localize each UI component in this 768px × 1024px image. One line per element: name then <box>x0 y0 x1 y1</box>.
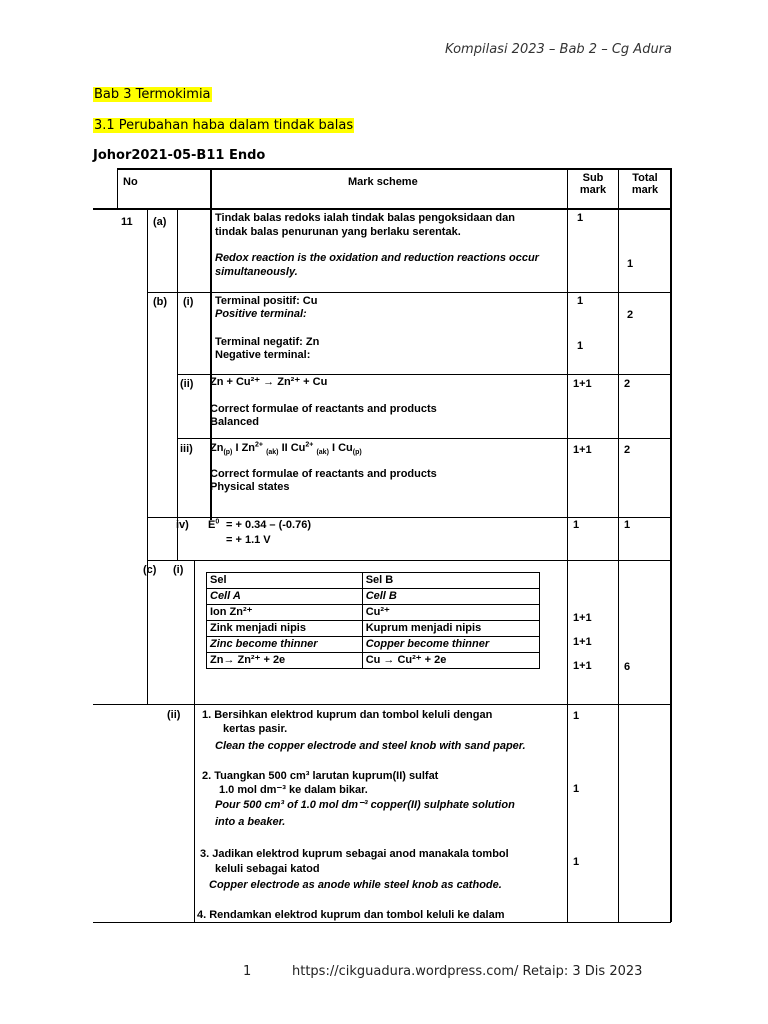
sub-mark: 1 <box>577 340 584 352</box>
question-number: 11 <box>121 216 133 228</box>
footer-url: https://cikguadura.wordpress.com/ Retaip: 3 Dis 2023 <box>292 964 643 979</box>
total-mark: 1 <box>624 519 631 531</box>
part-c-ii-label: (ii) <box>167 709 181 721</box>
step-2-cont: 1.0 mol dm⁻³ ke dalam bikar. <box>219 784 368 796</box>
running-header: Kompilasi 2023 – Bab 2 – Cg Adura <box>445 42 672 57</box>
answer-a-line1: Tindak balas redoks ialah tindak balas pengoksidaan dan <box>215 212 515 224</box>
part-a-label: (a) <box>153 216 167 228</box>
step-1: 1. Bersihkan elektrod kuprum dan tombol keluli dengan <box>202 709 493 721</box>
table-cell: Zinc become thinner <box>207 637 363 653</box>
sub-mark: 1+1 <box>573 636 592 648</box>
total-mark: 2 <box>627 309 634 321</box>
total-mark: 6 <box>624 661 631 673</box>
negative-terminal: Terminal negatif: Zn <box>215 336 320 348</box>
part-c-label: (c) <box>143 564 157 576</box>
emf-symbol: $E^0$ <box>208 518 220 531</box>
sub-mark: 1+1 <box>573 378 592 390</box>
step-2-english: Pour 500 cm³ of 1.0 mol dm⁻³ copper(II) sulphate solution <box>215 799 515 811</box>
emf-result: = + 1.1 V <box>226 534 271 546</box>
sub-mark: 1 <box>573 519 580 531</box>
page-number: 1 <box>243 964 252 979</box>
sub-mark: 1 <box>573 710 580 722</box>
step-3-cont: keluli sebagai katod <box>215 863 320 875</box>
cell-comparison-table <box>206 572 540 669</box>
table-cell: Cu → Cu²⁺ + 2e <box>362 653 539 669</box>
col-header-mark-scheme: Mark scheme <box>348 176 418 188</box>
total-mark: 2 <box>624 444 631 456</box>
step-2: 2. Tuangkan 500 cm³ larutan kuprum(II) sulfat <box>202 770 439 782</box>
answer-a-english2: simultaneously. <box>215 266 298 278</box>
table-cell: Kuprum menjadi nipis <box>362 621 539 637</box>
emf-calculation: = + 0.34 – (-0.76) <box>226 519 311 531</box>
table-cell: Sel B <box>362 573 539 589</box>
step-3: 3. Jadikan elektrod kuprum sebagai anod manakala tombol <box>200 848 509 860</box>
step-3-english: Copper electrode as anode while steel knob as cathode. <box>209 879 502 891</box>
table-cell: Cell B <box>362 589 539 605</box>
sub-mark: 1 <box>577 212 584 224</box>
total-mark: 1 <box>627 258 634 270</box>
table-cell: Zink menjadi nipis <box>207 621 363 637</box>
col-header-sub-mark: Sub mark <box>579 172 607 196</box>
step-1-english: Clean the copper electrode and steel knob with sand paper. <box>215 740 526 752</box>
sub-mark: 1+1 <box>573 612 592 624</box>
mark-scheme-table <box>93 168 673 928</box>
table-cell: Sel <box>207 573 363 589</box>
part-c-i-label: (i) <box>173 564 184 576</box>
table-row <box>207 605 540 621</box>
source-label: Johor2021-05-B11 Endo <box>93 148 266 163</box>
subtopic-heading: 3.1 Perubahan haba dalam tindak balas <box>94 118 354 133</box>
table-cell: Copper become thinner <box>362 637 539 653</box>
table-row <box>207 573 540 589</box>
criterion-balanced: Balanced <box>210 416 259 428</box>
table-cell: Zn→ Zn²⁺ + 2e <box>207 653 363 669</box>
criterion-physical-states: Physical states <box>210 481 290 493</box>
col-header-no: No <box>123 176 138 188</box>
criterion-formulae: Correct formulae of reactants and products <box>210 468 437 480</box>
part-b-iii-label: iii) <box>180 443 193 455</box>
cell-notation: $Zn_{(p)}$ I $Zn^{2+}$ $_{(ak)}$ II $Cu^{2+}$ $_{(ak)}$ I $Cu_{(p)}$ <box>210 441 362 457</box>
table-row <box>207 637 540 653</box>
part-b-i-label: (i) <box>183 296 194 308</box>
table-row <box>207 621 540 637</box>
col-header-total-mark: Total mark <box>631 172 659 196</box>
part-b-label: (b) <box>153 296 168 308</box>
sub-mark: 1 <box>573 783 580 795</box>
positive-terminal: Terminal positif: Cu <box>215 295 318 307</box>
ionic-equation: Zn + Cu²⁺ → Zn²⁺ + Cu <box>210 376 328 388</box>
sub-mark: 1 <box>577 295 584 307</box>
negative-terminal-english: Negative terminal: <box>215 349 311 361</box>
chapter-heading: Bab 3 Termokimia <box>94 87 211 102</box>
sub-mark: 1 <box>573 856 580 868</box>
criterion-formulae: Correct formulae of reactants and products <box>210 403 437 415</box>
table-row <box>207 653 540 669</box>
answer-a-english1: Redox reaction is the oxidation and reduction reactions occur <box>215 252 539 264</box>
table-cell: Cu²⁺ <box>362 605 539 621</box>
step-1-cont: kertas pasir. <box>223 723 288 735</box>
table-cell: Ion Zn²⁺ <box>207 605 363 621</box>
positive-terminal-english: Positive terminal: <box>215 308 307 320</box>
step-4: 4. Rendamkan elektrod kuprum dan tombol keluli ke dalam <box>197 909 505 921</box>
step-2-english-cont: into a beaker. <box>215 816 286 828</box>
part-b-iv-label: iv) <box>176 519 189 531</box>
sub-mark: 1+1 <box>573 660 592 672</box>
sub-mark: 1+1 <box>573 444 592 456</box>
table-row <box>207 589 540 605</box>
part-b-ii-label: (ii) <box>180 378 194 390</box>
total-mark: 2 <box>624 378 631 390</box>
answer-a-line2: tindak balas penurunan yang berlaku serentak. <box>215 226 461 238</box>
table-cell: Cell A <box>207 589 363 605</box>
